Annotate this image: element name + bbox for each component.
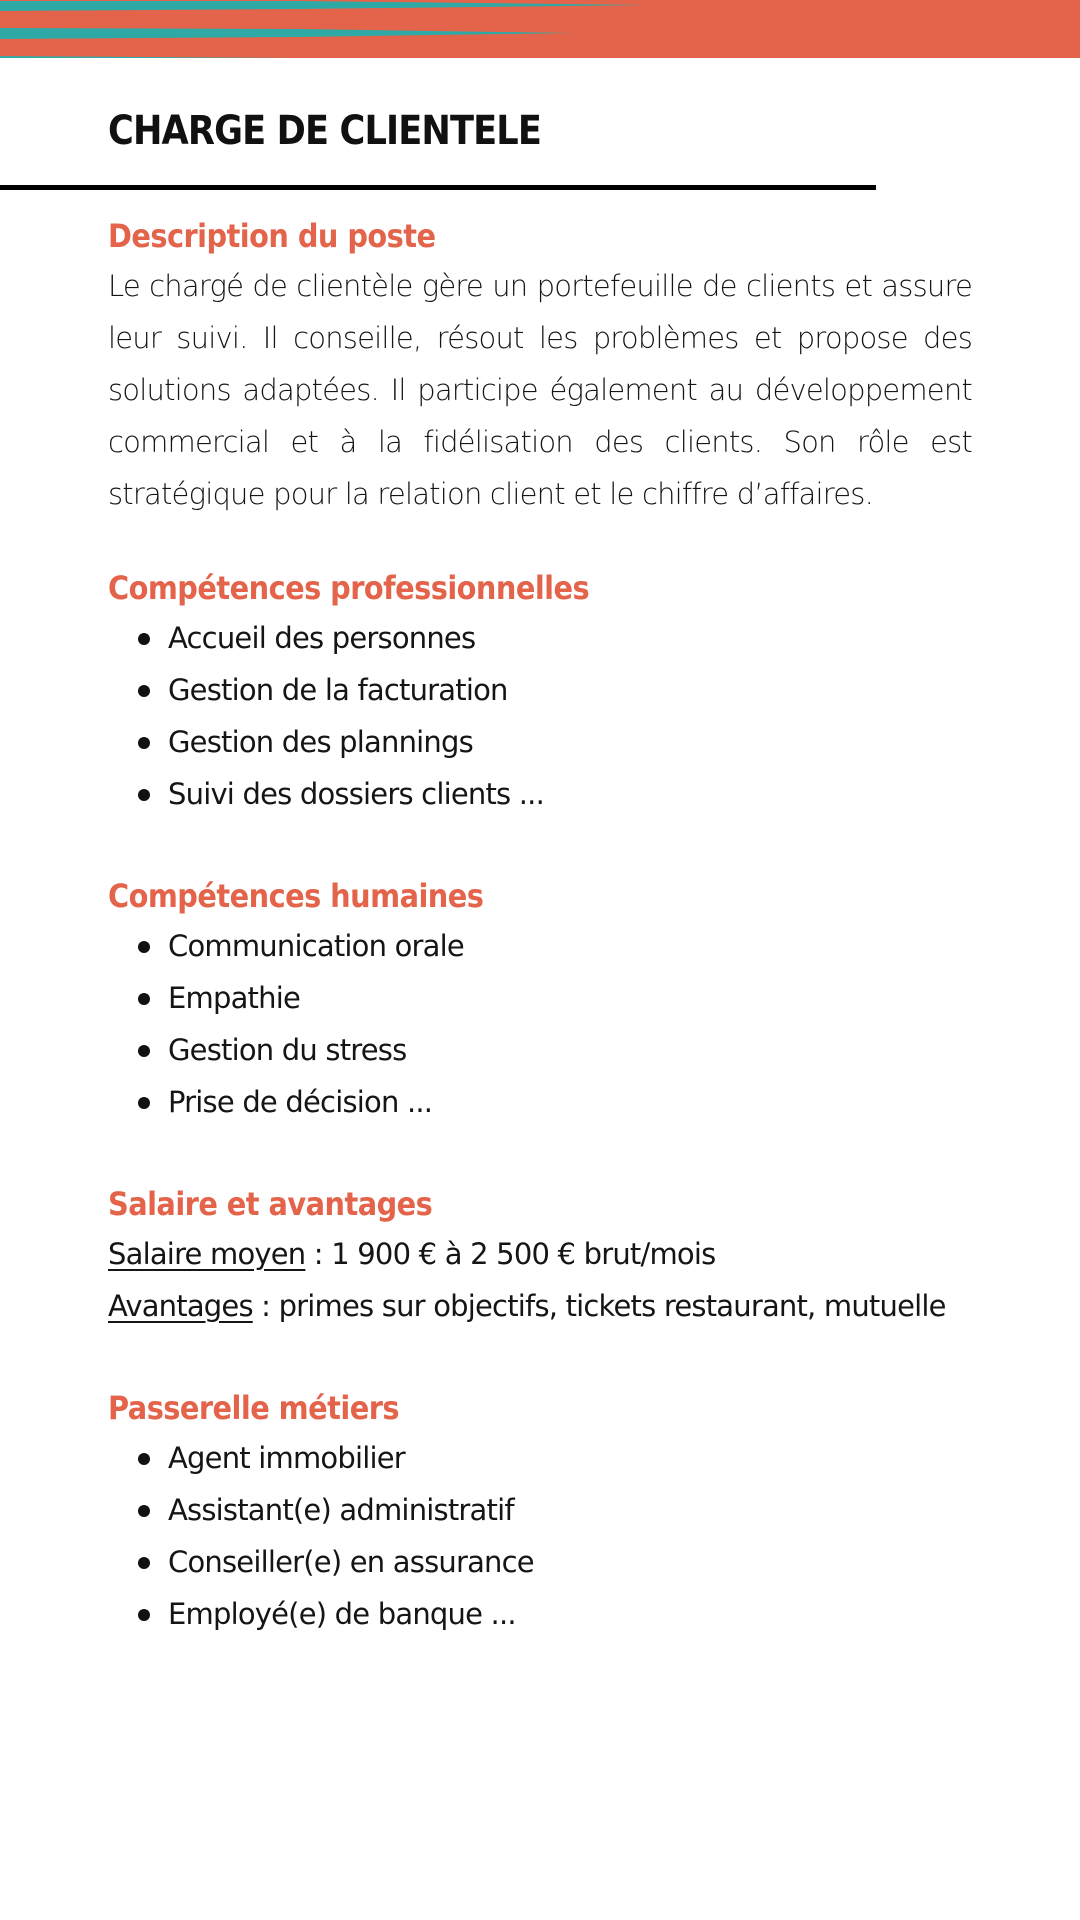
stripes-decoration bbox=[0, 0, 1080, 58]
bullet-icon bbox=[138, 1045, 150, 1057]
bullet-icon bbox=[138, 737, 150, 749]
salary-value: : 1 900 € à 2 500 € brut/mois bbox=[305, 1237, 716, 1271]
benefits-row bbox=[108, 1280, 972, 1332]
list-item: Suivi des dossiers clients ... bbox=[138, 768, 972, 820]
list-item: Gestion de la facturation bbox=[138, 664, 972, 716]
list-item: Agent immobilier bbox=[138, 1432, 972, 1484]
title-divider bbox=[0, 185, 876, 190]
list-item: Prise de décision ... bbox=[138, 1076, 972, 1128]
list-item: Empathie bbox=[138, 972, 972, 1024]
list-item: Communication orale bbox=[138, 920, 972, 972]
job-sheet bbox=[108, 212, 972, 1692]
list-item: Accueil des personnes bbox=[138, 612, 972, 664]
bullet-icon bbox=[138, 1097, 150, 1109]
list-item: Employé(e) de banque ... bbox=[138, 1588, 972, 1640]
bullet-icon bbox=[138, 1557, 150, 1569]
bullet-icon bbox=[138, 1453, 150, 1465]
bullet-icon bbox=[138, 1505, 150, 1517]
header-banner bbox=[0, 0, 1080, 58]
list-item: Gestion des plannings bbox=[138, 716, 972, 768]
list-item: Assistant(e) administratif bbox=[138, 1484, 972, 1536]
list-item: Gestion du stress bbox=[138, 1024, 972, 1076]
bullet-icon bbox=[138, 685, 150, 697]
bullet-icon bbox=[138, 1609, 150, 1621]
salary-label: Salaire moyen bbox=[108, 1237, 306, 1271]
section-description bbox=[108, 212, 972, 520]
section-salary bbox=[108, 1180, 972, 1332]
section-human-skills bbox=[108, 872, 972, 1128]
section-title-pro-skills: Compétences professionnelles bbox=[108, 569, 590, 607]
bridges-list bbox=[108, 1432, 972, 1640]
human-skills-list bbox=[108, 920, 972, 1128]
pro-skills-list bbox=[108, 612, 972, 820]
page-title: CHARGE DE CLIENTELE bbox=[108, 108, 542, 154]
bullet-icon bbox=[138, 941, 150, 953]
section-title-bridges: Passerelle métiers bbox=[108, 1389, 399, 1427]
benefits-value: : primes sur objectifs, tickets restaurant, mutuelle bbox=[252, 1289, 946, 1323]
section-bridges bbox=[108, 1384, 972, 1640]
bullet-icon bbox=[138, 993, 150, 1005]
section-pro-skills bbox=[108, 564, 972, 820]
bullet-icon bbox=[138, 633, 150, 645]
section-title-salary: Salaire et avantages bbox=[108, 1185, 433, 1223]
section-title-human-skills: Compétences humaines bbox=[108, 877, 484, 915]
salary-row bbox=[108, 1228, 972, 1280]
bullet-icon bbox=[138, 789, 150, 801]
benefits-label: Avantages bbox=[108, 1289, 253, 1323]
description-text: Le chargé de clientèle gère un portefeuille de clients et assure leur suivi. Il conseille, résout les problèmes et propose des solutions adaptées. Il participe également au développement commercial et à la fidélisation des clients. Son rôle est stratégique pour la relation client et le chiffre d’affaires. bbox=[108, 269, 972, 511]
section-title-description: Description du poste bbox=[108, 217, 436, 255]
list-item: Conseiller(e) en assurance bbox=[138, 1536, 972, 1588]
